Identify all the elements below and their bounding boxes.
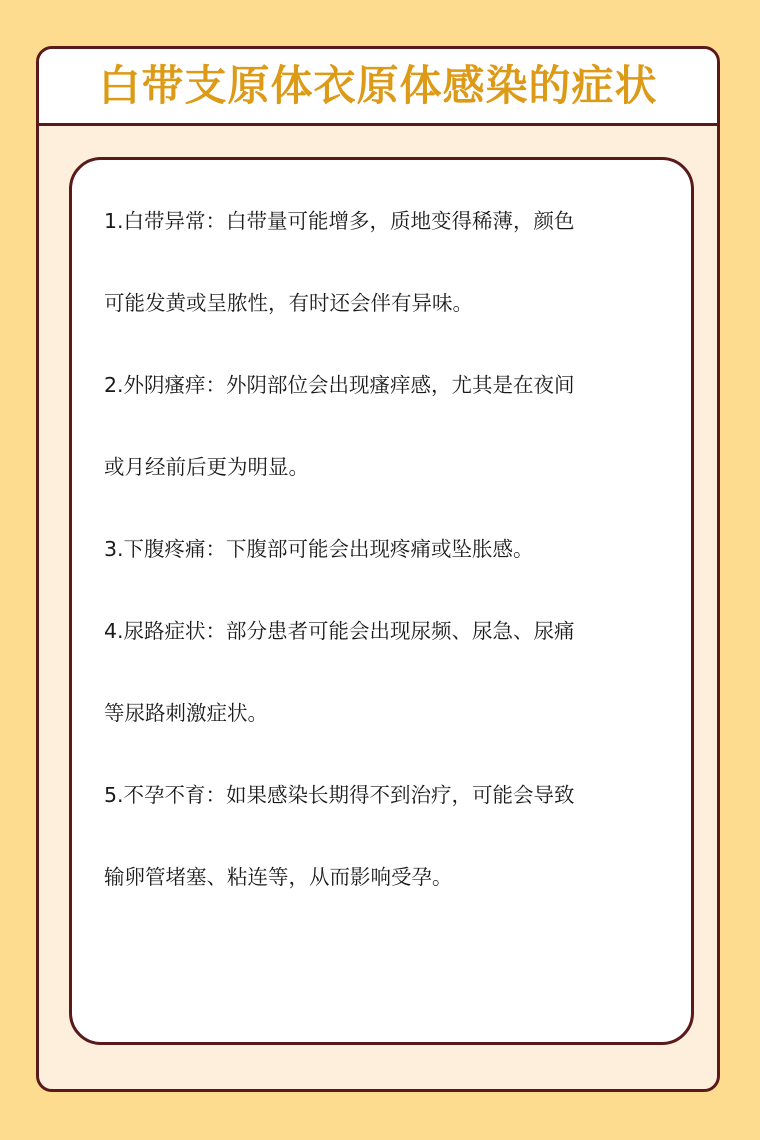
symptom-item [104,508,664,590]
symptom-line: 4.尿路症状：部分患者可能会出现尿频、尿急、尿痛 [104,619,575,643]
symptom-line: 2.外阴瘙痒：外阴部位会出现瘙痒感，尤其是在夜间 [104,373,575,397]
symptom-line: 3.下腹疼痛：下腹部可能会出现疼痛或坠胀感。 [104,537,534,561]
symptom-line: 5.不孕不育：如果感染长期得不到治疗，可能会导致 [104,783,575,807]
symptom-item [104,180,664,344]
content-box [69,157,694,1045]
symptom-item [104,754,664,918]
symptom-card [36,46,720,1092]
symptom-list [104,180,664,918]
title-bar [39,49,717,126]
symptom-item [104,590,664,754]
symptom-line: 等尿路刺激症状。 [104,701,268,725]
page-title: 白带支原体衣原体感染的症状 [98,61,658,110]
symptom-line: 可能发黄或呈脓性，有时还会伴有异味。 [104,291,473,315]
symptom-line: 或月经前后更为明显。 [104,455,309,479]
symptom-line: 1.白带异常：白带量可能增多，质地变得稀薄，颜色 [104,209,575,233]
symptom-item [104,344,664,508]
symptom-line: 输卵管堵塞、粘连等，从而影响受孕。 [104,865,453,889]
